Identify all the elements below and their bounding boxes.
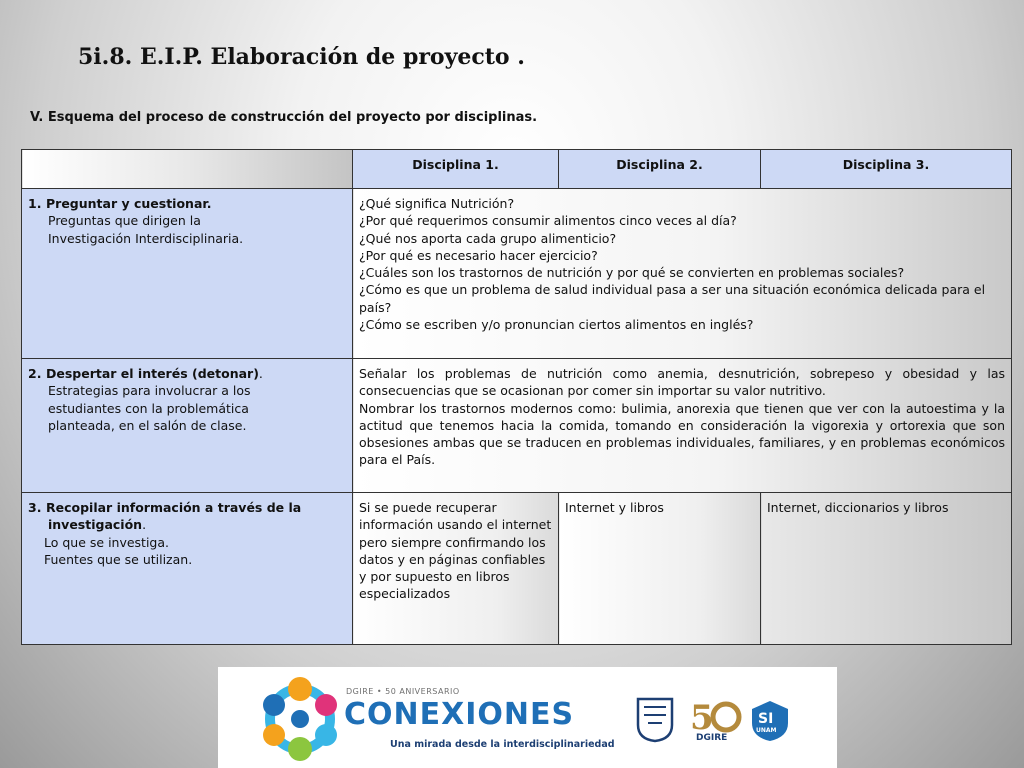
header-discipline-3: Disciplina 3. [761, 150, 1012, 189]
table-row [22, 189, 1012, 359]
detonate-paragraph: Nombrar los trastornos modernos como: bulimia, anorexia que tienen que ver con la autoestima y la actitud que tenemos hacia la comida, tomando en consideración la vigorexia y ortorexia que son obsesiones ambas que se traducen en problemas individuales, familiares, y en problemas económicos para el País. [359, 400, 1005, 468]
banner-kicker: DGIRE • 50 ANIVERSARIO [346, 687, 460, 696]
si-label: SI [758, 711, 774, 727]
step-title-text: investigación [48, 517, 143, 533]
slide-subtitle: V. Esquema del proceso de construcción del proyecto por disciplinas. [30, 110, 538, 125]
step-title [28, 499, 346, 516]
step-title-suffix: . [258, 366, 263, 381]
discipline-table [21, 149, 1012, 645]
discipline-2-cell: Internet y libros [559, 493, 761, 645]
step-cell-3 [22, 493, 353, 645]
step-title-text: Recopilar información a través de la [46, 500, 302, 515]
table-row [22, 359, 1012, 493]
dgire-label: DGIRE [696, 733, 728, 743]
step-description-line: Lo que se investiga. [44, 534, 169, 550]
question-item: ¿Por qué requerimos consumir alimentos cinco veces al día? [359, 213, 737, 229]
question-item: ¿Cuáles son los trastornos de nutrición y por qué se convierten en problemas sociales? [359, 265, 905, 281]
question-item: ¿Cómo se escriben y/o pronuncian ciertos alimentos en inglés? [359, 317, 754, 333]
question-item: ¿Por qué es necesario hacer ejercicio? [359, 247, 598, 263]
step-title [28, 516, 346, 533]
detonate-cell [353, 359, 1012, 493]
step-description-line: Fuentes que se utilizan. [44, 551, 193, 567]
step-title-text: Preguntar y cuestionar. [46, 196, 212, 211]
banner-tagline: Una mirada desde la interdisciplinariedad [390, 739, 615, 750]
step-title [28, 195, 346, 212]
unam-seal-icon [634, 695, 676, 743]
questions-cell [353, 189, 1012, 359]
step-description-line: planteada, en el salón de clase. [48, 417, 247, 433]
step-description-line: estudiantes con la problemática [48, 400, 249, 416]
header-discipline-1: Disciplina 1. [353, 150, 559, 189]
conexiones-banner [218, 667, 837, 768]
header-discipline-2: Disciplina 2. [559, 150, 761, 189]
slide-title: 5i.8. E.I.P. Elaboración de proyecto . [78, 44, 525, 70]
table-header-row [22, 150, 1012, 189]
question-item: ¿Cómo es que un problema de salud individual pasa a ser una situación económica delicada para el país? [359, 282, 986, 315]
step-description-line: Estrategias para involucrar a los [48, 383, 251, 399]
step-title-text: Despertar el interés (detonar) [46, 366, 259, 381]
step-description-line: Preguntas que dirigen la [48, 213, 201, 229]
step-cell-2 [22, 359, 353, 493]
conexiones-logo-icon [258, 669, 342, 765]
header-corner-cell [22, 150, 353, 189]
svg-text:5: 5 [690, 698, 714, 738]
step-title-suffix: . [142, 517, 147, 533]
step-title [28, 365, 346, 382]
discipline-1-cell: Si se puede recuperar información usando el internet pero siempre confirmando los datos y en páginas confiables y por supuesto en libros especializados [353, 493, 559, 645]
table-row [22, 493, 1012, 645]
detonate-paragraph: Señalar los problemas de nutrición como anemia, desnutrición, sobrepeso y obesidad y las consecuencias que se ocasionan por comer sin importar su valor nutritivo. [359, 366, 1005, 399]
discipline-3-cell: Internet, diccionarios y libros [761, 493, 1012, 645]
step-number: 3. [28, 500, 42, 515]
question-item: ¿Qué nos aporta cada grupo alimenticio? [359, 230, 617, 246]
step-description-line: Investigación Interdisciplinaria. [48, 230, 244, 246]
banner-title: CONEXIONES [344, 697, 575, 732]
step-number: 2. [28, 366, 42, 381]
step-cell-1 [22, 189, 353, 359]
question-item: ¿Qué significa Nutrición? [359, 196, 515, 211]
si-sublabel: UNAM [756, 727, 777, 734]
step-number: 1. [28, 196, 42, 211]
